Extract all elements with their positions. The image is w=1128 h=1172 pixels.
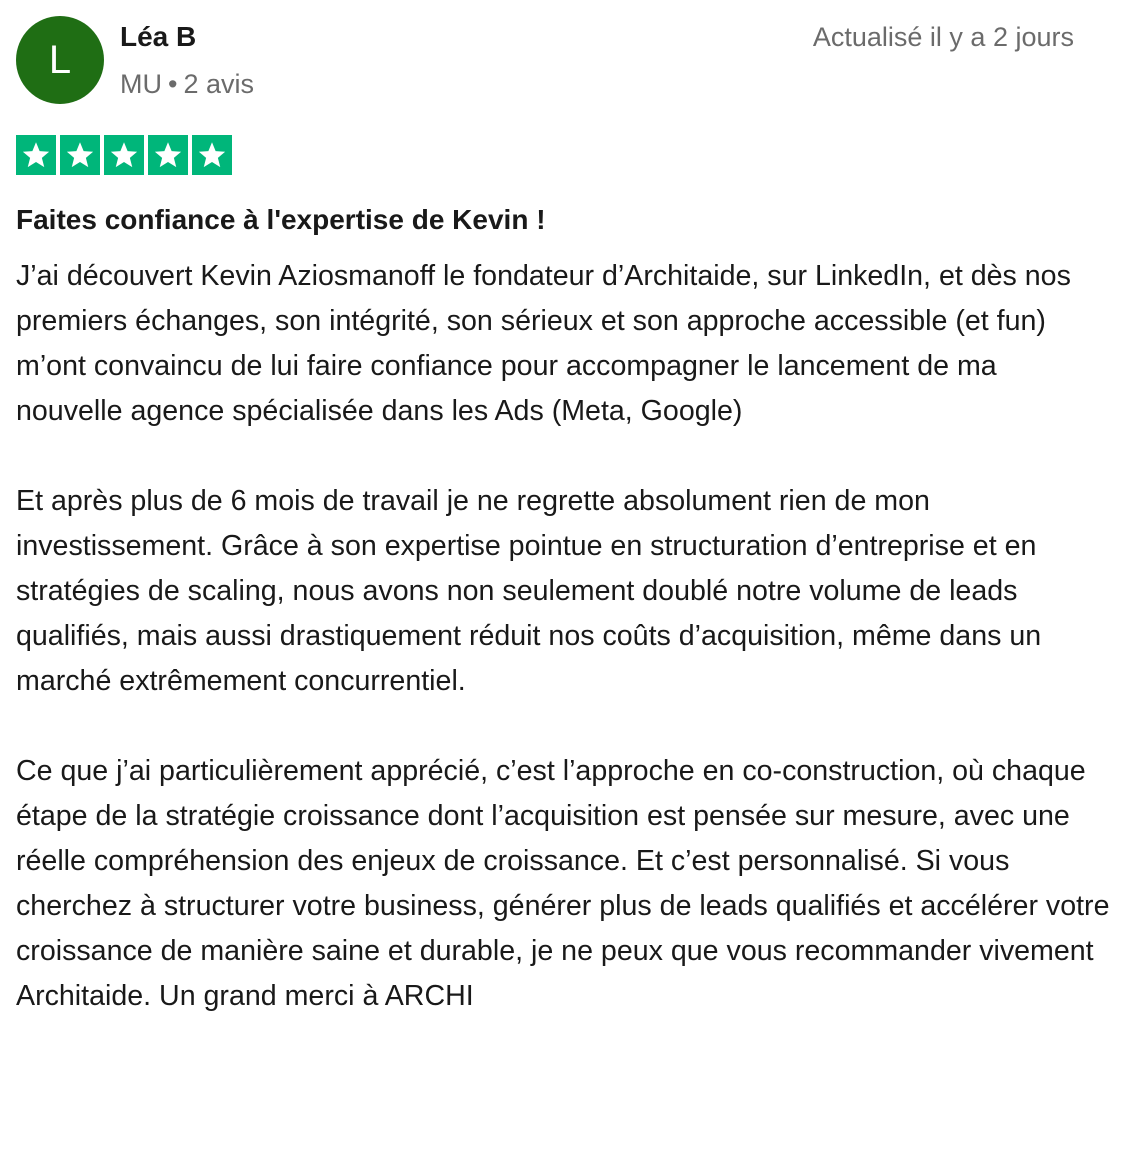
review-paragraph: J’ai découvert Kevin Aziosmanoff le fondateur d’Architaide, sur LinkedIn, et dès nos premiers échanges, son intégrité, son sérieux et son approche accessible (et fun) m’ont convaincu de lui faire confiance pour accompagner le lancement de ma nouvelle agence spécialisée dans les Ads (Meta, Google) xyxy=(16,260,1071,427)
avatar[interactable] xyxy=(16,16,104,104)
avatar-initial: L xyxy=(48,37,72,82)
star-icon xyxy=(60,135,100,175)
review-date: Actualisé il y a 2 jours xyxy=(812,22,1074,52)
star-icon xyxy=(16,135,56,175)
author-review-count: 2 avis xyxy=(183,69,254,99)
review-paragraph: Et après plus de 6 mois de travail je ne regrette absolument rien de mon investissement. Grâce à son expertise pointue en structuration d’entreprise et en stratégies de scaling, nous avons non seulement doublé notre volume de leads qualifiés, mais aussi drastiquement réduit nos coûts d’acquisition, même dans un marché extrêmement concurrentiel. xyxy=(16,485,1042,697)
review-title[interactable]: Faites confiance à l'expertise de Kevin ! xyxy=(16,204,546,235)
review-body xyxy=(16,254,1111,1064)
meta-separator: • xyxy=(168,69,178,99)
review-paragraph: Ce que j’ai particulièrement apprécié, c’est l’approche en co-construction, où chaque étape de la stratégie croissance dont l’acquisition est pensée sur mesure, avec une réelle compréhension des enjeux de croissance. Et c’est personnalisé. Si vous cherchez à structurer votre business, générer plus de leads qualifiés et accélérer votre croissance de manière saine et durable, je ne peux que vous recommander vivement Architaide. Un grand merci à ARCHI xyxy=(16,755,1110,1012)
star-icon xyxy=(148,135,188,175)
author-country: MU xyxy=(120,69,162,99)
star-icon xyxy=(192,135,232,175)
author-name[interactable]: Léa B xyxy=(120,21,197,52)
star-rating xyxy=(16,135,232,175)
author-meta xyxy=(120,66,254,102)
star-icon xyxy=(104,135,144,175)
